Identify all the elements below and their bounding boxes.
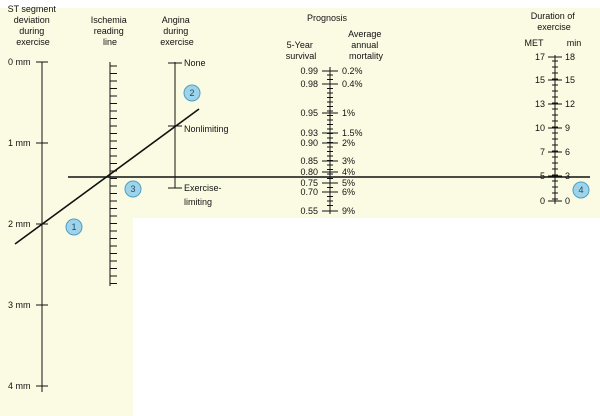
svg-text:4: 4 bbox=[578, 185, 584, 195]
min-tick-label: 9 bbox=[565, 123, 571, 133]
svg-text:3: 3 bbox=[130, 184, 136, 194]
angina-label-exercise-limiting: Exercise- limiting bbox=[184, 183, 222, 207]
met-tick-label: 13 bbox=[534, 99, 545, 109]
ischemia-header: Ischemia reading line bbox=[90, 15, 127, 47]
mortality-tick-label: 9% bbox=[342, 206, 356, 216]
met-tick-label: 15 bbox=[534, 75, 545, 85]
st-tick-label: 0 mm bbox=[8, 57, 31, 67]
mortality-tick-label: 1.5% bbox=[342, 128, 363, 138]
met-tick-label: 7 bbox=[539, 147, 545, 157]
angina-label-nonlimiting: Nonlimiting bbox=[184, 124, 229, 134]
st-tick-label: 4 mm bbox=[8, 381, 31, 391]
survival-tick-label: 0.98 bbox=[300, 79, 318, 89]
mortality-tick-label: 4% bbox=[342, 167, 356, 177]
mortality-tick-label: 1% bbox=[342, 108, 356, 118]
svg-text:1: 1 bbox=[71, 222, 77, 232]
met-header: MET bbox=[524, 38, 544, 48]
svg-text:2: 2 bbox=[189, 88, 195, 98]
step-badge-3 bbox=[125, 181, 141, 197]
mortality-header: Average annual mortality bbox=[348, 29, 384, 61]
min-tick-label: 6 bbox=[565, 147, 571, 157]
min-tick-label: 18 bbox=[565, 52, 576, 62]
survival-tick-label: 0.85 bbox=[300, 156, 318, 166]
mortality-tick-label: 6% bbox=[342, 187, 356, 197]
step-badge-2 bbox=[184, 85, 200, 101]
prognosis-header: Prognosis bbox=[306, 13, 348, 23]
met-tick-label: 0 bbox=[539, 196, 545, 206]
survival-tick-label: 0.99 bbox=[300, 66, 318, 76]
mortality-tick-label: 3% bbox=[342, 156, 356, 166]
min-tick-label: 0 bbox=[565, 196, 571, 206]
survival-tick-label: 0.75 bbox=[300, 178, 318, 188]
mortality-tick-label: 0.2% bbox=[342, 66, 363, 76]
mortality-tick-label: 5% bbox=[342, 178, 356, 188]
survival-tick-label: 0.70 bbox=[300, 187, 318, 197]
min-tick-label: 3 bbox=[565, 171, 571, 181]
met-tick-label: 10 bbox=[534, 123, 545, 133]
mortality-tick-label: 0.4% bbox=[342, 79, 363, 89]
st-tick-label: 3 mm bbox=[8, 300, 31, 310]
survival-header: 5-Year survival bbox=[285, 40, 317, 61]
st-tick-label: 1 mm bbox=[8, 138, 31, 148]
met-tick-label: 17 bbox=[534, 52, 545, 62]
survival-tick-label: 0.80 bbox=[300, 167, 318, 177]
st-tick-label: 2 mm bbox=[8, 219, 31, 229]
mortality-tick-label: 2% bbox=[342, 138, 356, 148]
survival-tick-label: 0.95 bbox=[300, 108, 318, 118]
duration-header: Duration of exercise bbox=[530, 11, 575, 32]
met-tick-label: 5 bbox=[539, 171, 545, 181]
step-badge-1 bbox=[66, 219, 82, 235]
angina-header: Angina during exercise bbox=[160, 15, 194, 47]
st-deviation-header: ST segment deviation during exercise bbox=[7, 4, 56, 47]
min-tick-label: 15 bbox=[565, 75, 576, 85]
survival-tick-label: 0.90 bbox=[300, 138, 318, 148]
angina-label-none: None bbox=[184, 58, 206, 68]
survival-tick-label: 0.55 bbox=[300, 206, 318, 216]
step-badge-4 bbox=[573, 182, 589, 198]
min-header: min bbox=[566, 38, 582, 48]
survival-tick-label: 0.93 bbox=[300, 128, 318, 138]
min-tick-label: 12 bbox=[565, 99, 576, 109]
